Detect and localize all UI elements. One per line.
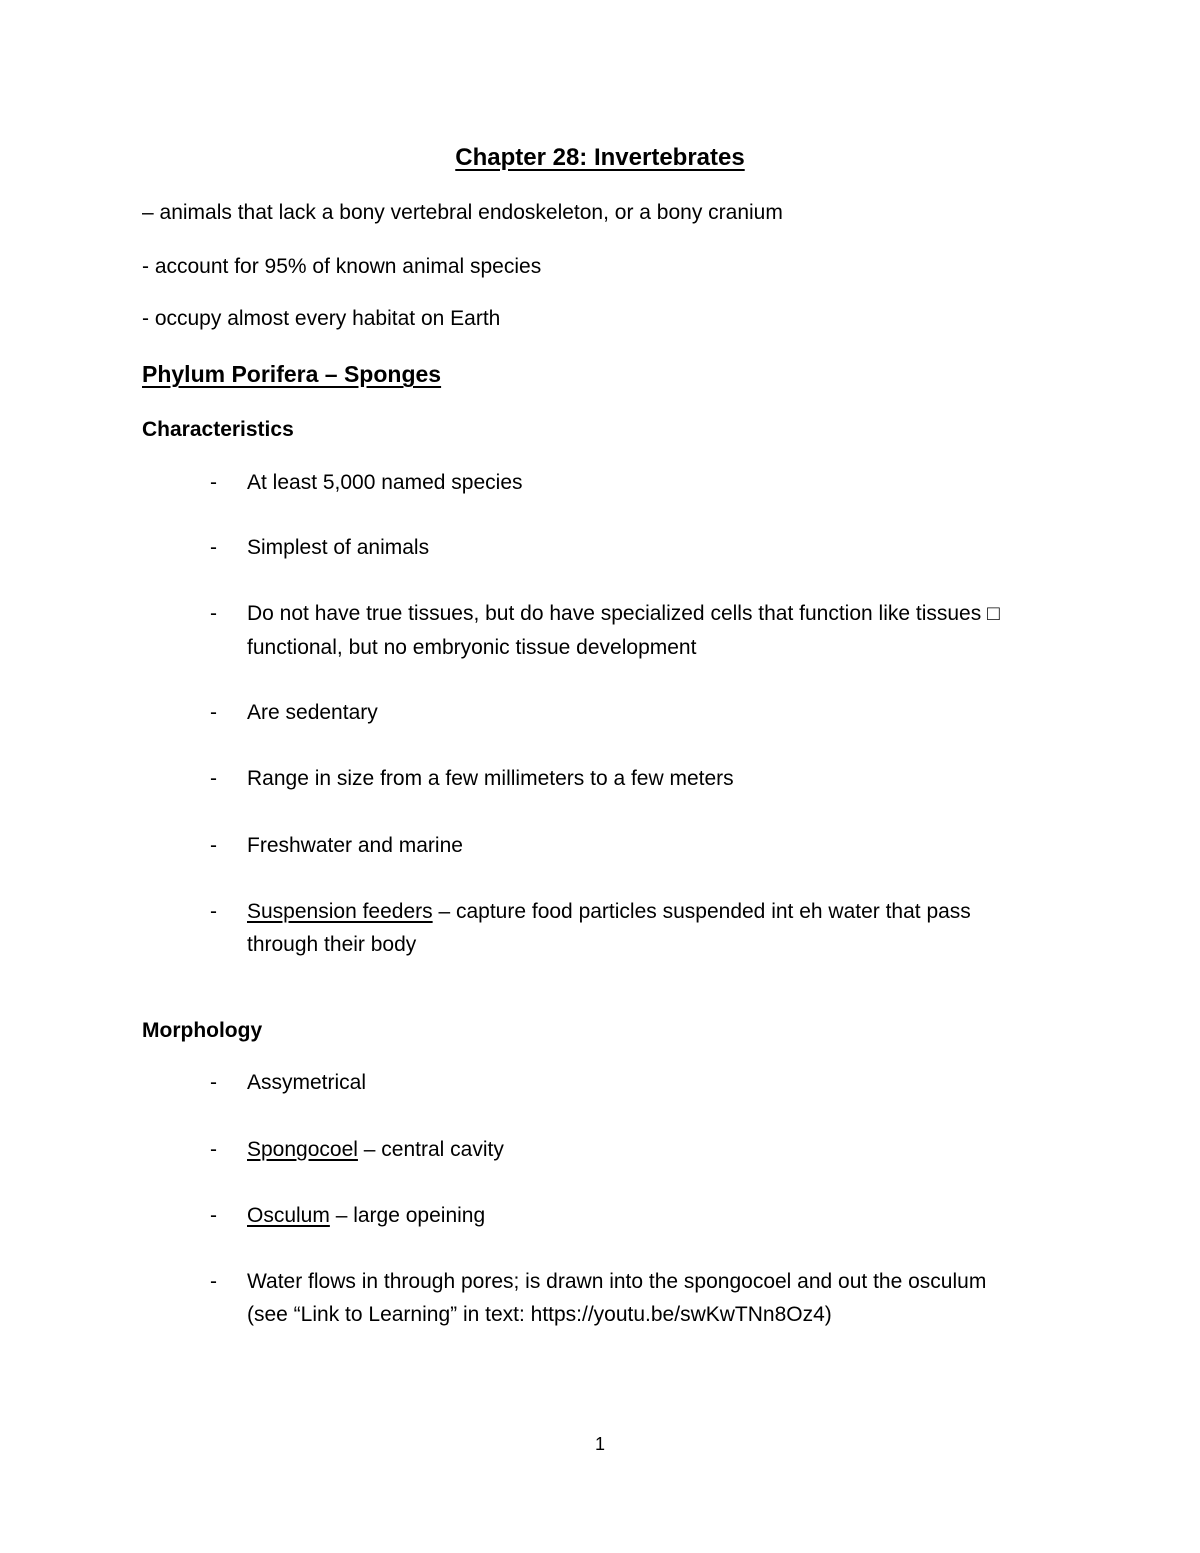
- list-item: [247, 1204, 485, 1228]
- list-bullet: -: [210, 1071, 217, 1094]
- list-item: Are sedentary: [247, 701, 378, 724]
- term-spongocoel: Spongocoel: [247, 1138, 358, 1161]
- list-bullet: -: [210, 1270, 217, 1293]
- list-bullet: -: [210, 767, 217, 790]
- list-item: Range in size from a few millimeters to a few meters: [247, 767, 734, 790]
- list-bullet: -: [210, 602, 217, 625]
- list-bullet: -: [210, 834, 217, 857]
- list-item: Assymetrical: [247, 1071, 367, 1094]
- list-item-continuation: through their body: [247, 933, 417, 956]
- term-definition: – capture food particles suspended int eh water that pass: [432, 900, 971, 923]
- list-item: Simplest of animals: [247, 536, 430, 559]
- intro-line: - occupy almost every habitat on Earth: [142, 307, 501, 330]
- list-bullet: -: [210, 701, 217, 724]
- characteristics-heading: Characteristics: [142, 418, 294, 441]
- list-item-continuation: functional, but no embryonic tissue development: [247, 636, 697, 659]
- term-osculum: Osculum: [247, 1204, 330, 1227]
- list-bullet: -: [210, 1204, 217, 1227]
- intro-line: - account for 95% of known animal species: [142, 255, 542, 278]
- list-item: [247, 900, 971, 924]
- list-item: Water flows in through pores; is drawn into the spongocoel and out the osculum: [247, 1270, 987, 1293]
- list-item: At least 5,000 named species: [247, 471, 523, 494]
- list-item-continuation: (see “Link to Learning” in text: https://youtu.be/swKwTNn8Oz4): [247, 1303, 832, 1326]
- list-bullet: -: [210, 900, 217, 923]
- list-item: Freshwater and marine: [247, 834, 463, 857]
- list-bullet: -: [210, 471, 217, 494]
- list-item: Do not have true tissues, but do have specialized cells that function like tissues □: [247, 602, 1000, 625]
- section-heading: Phylum Porifera – Sponges: [142, 361, 442, 387]
- list-bullet: -: [210, 1138, 217, 1161]
- list-item: [247, 1138, 504, 1162]
- page-number: 1: [594, 1434, 605, 1454]
- term-definition: – large opeining: [329, 1204, 486, 1227]
- term-suspension-feeders: Suspension feeders: [247, 900, 433, 923]
- term-definition: – central cavity: [357, 1138, 504, 1161]
- list-bullet: -: [210, 536, 217, 559]
- intro-line: – animals that lack a bony vertebral endoskeleton, or a bony cranium: [142, 201, 783, 224]
- morphology-heading: Morphology: [142, 1019, 263, 1042]
- page-title: Chapter 28: Invertebrates: [455, 144, 745, 171]
